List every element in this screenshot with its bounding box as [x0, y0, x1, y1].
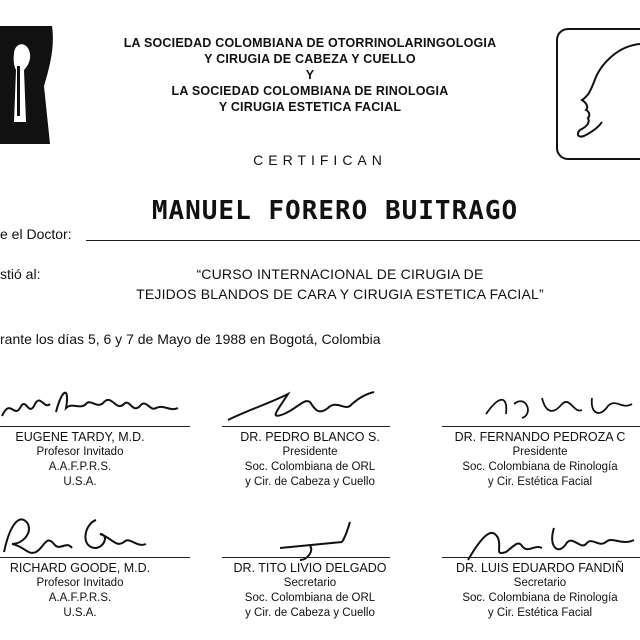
signatory-title: Presidente — [512, 446, 568, 458]
signatory-name: RICHARD GOODE, M.D. — [9, 561, 151, 575]
signatory-name: EUGENE TARDY, M.D. — [15, 430, 145, 444]
signatory-block — [0, 561, 180, 621]
signatory-affiliation-2: y Cir. de Cabeza y Cuello — [245, 476, 375, 488]
keyhole-logo — [0, 26, 58, 144]
signatory-affiliation: Soc. Colombiana de Rinología — [462, 461, 618, 473]
header-line-3: Y — [305, 68, 315, 82]
face-profile-logo — [556, 28, 640, 160]
course-dates: rante los días 5, 6 y 7 de Mayo de 1988 en Bogotá, Colombia — [0, 331, 381, 347]
header-line-2: Y CIRUGIA DE CABEZA Y CUELLO — [204, 52, 416, 66]
recipient-label: e el Doctor: — [0, 226, 72, 242]
signature-line-5 — [222, 557, 390, 558]
signatory-block — [210, 561, 410, 621]
signatory-block — [0, 430, 180, 490]
signatory-block — [210, 430, 410, 490]
signature-line-4 — [0, 557, 190, 558]
signatory-affiliation: Soc. Colombiana de Rinología — [462, 592, 618, 604]
signatory-affiliation: Soc. Colombiana de ORL — [244, 592, 376, 604]
signatory-title: Presidente — [282, 446, 338, 458]
course-title-line-1: “CURSO INTERNACIONAL DE CIRUGIA DE — [196, 266, 484, 282]
signatory-affiliation-2: y Cir. de Cabeza y Cuello — [245, 607, 375, 619]
signature-pedroza — [482, 384, 640, 428]
certifican-heading: CERTIFICAN — [253, 152, 387, 168]
face-profile-icon — [558, 30, 640, 158]
signatory-affiliation-2: y Cir. Estética Facial — [487, 607, 593, 619]
signature-line-3 — [442, 426, 640, 427]
signature-line-1 — [0, 426, 190, 427]
recipient-name: MANUEL FORERO BUITRAGO — [151, 196, 519, 226]
signatory-title: Secretario — [283, 577, 337, 589]
signature-delgado — [270, 516, 360, 566]
signature-line-2 — [222, 426, 390, 427]
signature-blanco — [218, 380, 398, 430]
signatory-name: DR. TITO LIVIO DELGADO — [233, 561, 387, 575]
signatory-block — [440, 561, 640, 621]
attended-label: stió al: — [0, 266, 41, 282]
signatory-affiliation: A.A.F.P.R.S. — [48, 461, 112, 473]
signatory-name: DR. PEDRO BLANCO S. — [240, 430, 380, 444]
signature-goode — [0, 504, 150, 564]
header-line-1: LA SOCIEDAD COLOMBIANA DE OTORRINOLARINGOLOGIA — [123, 36, 497, 50]
signatory-name: DR. FERNANDO PEDROZA C — [454, 430, 626, 444]
signature-line-6 — [442, 557, 640, 558]
signature-tardy — [0, 378, 190, 428]
signatory-title: Profesor Invitado — [36, 446, 124, 458]
course-title-line-2: TEJIDOS BLANDOS DE CARA Y CIRUGIA ESTETICA FACIAL” — [136, 286, 544, 302]
signatory-name: DR. LUIS EDUARDO FANDIÑ — [455, 561, 625, 575]
signatory-affiliation: Soc. Colombiana de ORL — [244, 461, 376, 473]
signatory-title: Secretario — [513, 577, 567, 589]
recipient-rule — [86, 240, 640, 241]
signatory-title: Profesor Invitado — [36, 577, 124, 589]
signatory-block — [440, 430, 640, 490]
header-line-5: Y CIRUGIA ESTETICA FACIAL — [218, 100, 402, 114]
signatory-affiliation-2: y Cir. Estética Facial — [487, 476, 593, 488]
signatory-affiliation-2: U.S.A. — [63, 476, 97, 488]
header-line-4: LA SOCIEDAD COLOMBIANA DE RINOLOGIA — [171, 84, 449, 98]
signatory-affiliation-2: U.S.A. — [63, 607, 97, 619]
signatory-affiliation: A.A.F.P.R.S. — [48, 592, 112, 604]
